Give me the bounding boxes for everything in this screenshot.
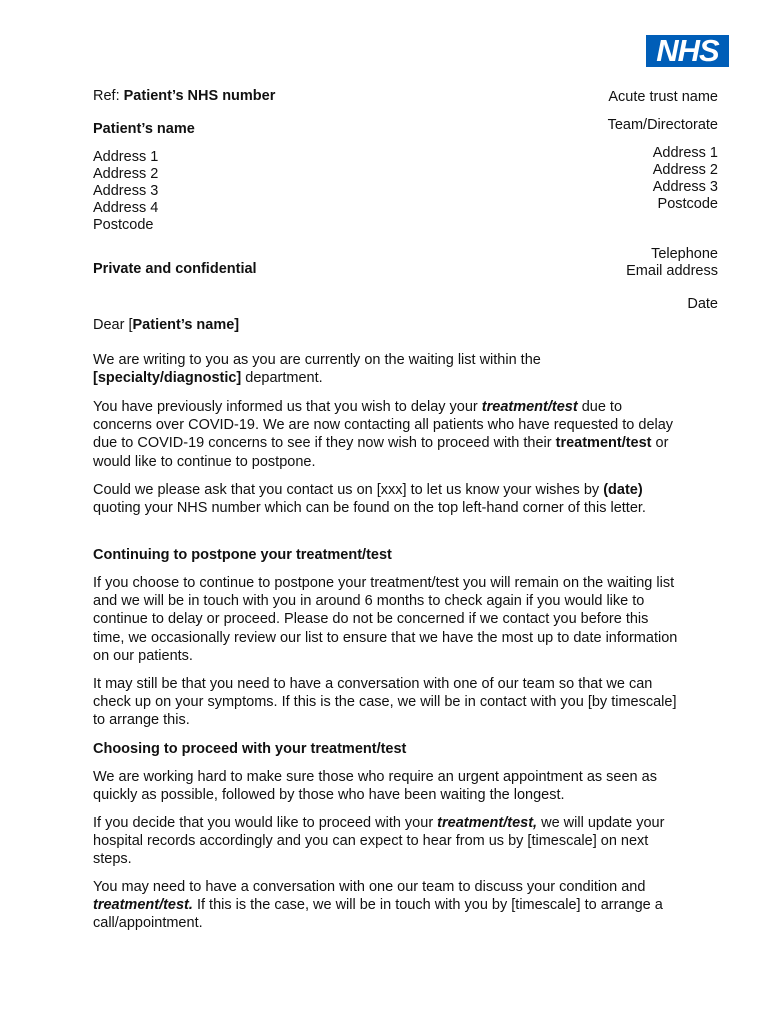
paragraph-postpone: If you choose to continue to postpone your treatment/test you will remain on the waiting list and we will be in touch with you in around 6 months to check again if you would like to continue to delay or proceed. Please do not be concerned if we contact you before this time, we occasionally review our list to ensure that we have the most up to date information on our patients.	[93, 575, 678, 664]
ref-value: Patient’s NHS number	[123, 88, 276, 104]
address-line: Address 2	[652, 162, 718, 178]
ref-line	[93, 88, 693, 105]
address-line: Address 3	[652, 179, 718, 195]
salutation: Dear [Patient’s name]	[93, 317, 240, 333]
patient-address	[93, 149, 693, 234]
contact-block	[626, 246, 718, 280]
confidential-label: Private and confidential	[93, 261, 257, 277]
trust-address	[653, 145, 718, 213]
paragraph-intro: We are writing to you as you are currently on the waiting list within the [specialty/diagnostic] department.	[93, 352, 541, 387]
paragraph-contact: Could we please ask that you contact us on [xxx] to let us know your wishes by (date) quoting your NHS number which can be found on the top left-hand corner of this letter.	[93, 482, 646, 517]
patient-name: Patient’s name	[93, 121, 195, 137]
letter-date: Date	[687, 296, 718, 312]
team-directorate: Team/Directorate	[607, 117, 718, 133]
address-line: Address 1	[93, 149, 159, 165]
address-line: Postcode	[93, 217, 154, 233]
ref-prefix: Ref:	[93, 88, 124, 104]
address-line: Address 4	[93, 200, 159, 216]
heading-postpone: Continuing to postpone your treatment/test	[93, 547, 392, 563]
heading-proceed: Choosing to proceed with your treatment/test	[93, 741, 407, 757]
nhs-logo: NHS	[646, 35, 729, 67]
paragraph-delay: You have previously informed us that you wish to delay your treatment/test due to concerns over COVID-19. We are now contacting all patients who have requested to delay due to COVID-19 concerns to see if they now wish to proceed with their treatment/test or would like to continue to postpone.	[93, 399, 674, 470]
telephone: Telephone	[651, 246, 718, 262]
address-line: Postcode	[657, 196, 718, 212]
address-line: Address 2	[93, 166, 159, 182]
address-line: Address 3	[93, 183, 159, 199]
paragraph-symptoms: It may still be that you need to have a conversation with one of our team so that we can check up on your symptoms. If this is the case, we will be in contact with you [by timescale] to arrange this.	[93, 676, 677, 729]
paragraph-conversation: You may need to have a conversation with one our team to discuss your condition and treatment/test. If this is the case, we will be in touch with you by [timescale] to arrange a call/appointment.	[93, 879, 663, 932]
paragraph-proceed: If you decide that you would like to proceed with your treatment/test, we will update your hospital records accordingly and you can expect to hear from us by [timescale] on next steps.	[93, 815, 665, 868]
paragraph-urgent: We are working hard to make sure those who require an urgent appointment as seen as quickly as possible, followed by those who have been waiting the longest.	[93, 769, 657, 804]
address-line: Address 1	[652, 145, 718, 161]
trust-name: Acute trust name	[608, 89, 718, 105]
email-address: Email address	[626, 263, 718, 279]
